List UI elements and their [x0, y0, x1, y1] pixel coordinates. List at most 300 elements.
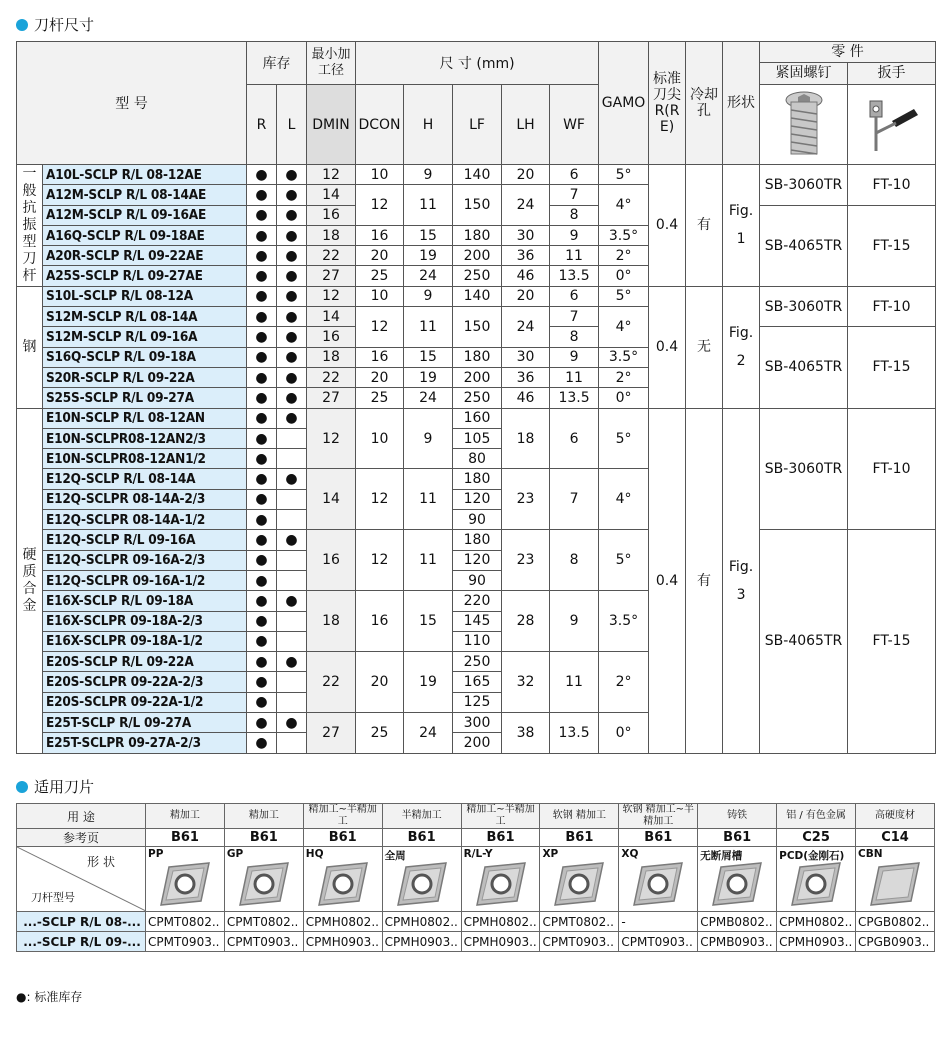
screw-cell: SB-3060TR	[760, 286, 848, 327]
wf-cell: 13.5	[550, 713, 599, 754]
screw-cell: SB-4065TR	[760, 327, 848, 408]
dcon-cell: 20	[356, 367, 404, 387]
wf-cell: 7	[550, 185, 599, 205]
shape-code: XQ	[621, 848, 639, 860]
header-nose-r: 标准刀尖R(RE)	[649, 42, 686, 165]
stock-l: ●	[277, 530, 307, 550]
use-label: 用 途	[17, 804, 146, 829]
dmin-cell: 27	[307, 266, 356, 286]
lf-cell: 145	[453, 611, 502, 631]
stock-l: ●	[277, 266, 307, 286]
stock-r: ●	[247, 713, 277, 733]
header-screw: 紧固螺钉	[760, 63, 848, 84]
lh-cell: 36	[502, 367, 550, 387]
wrench-cell: FT-15	[848, 327, 936, 408]
insert-code-08: CPMH0802..	[777, 912, 856, 932]
dmin-cell: 22	[307, 367, 356, 387]
gamo-cell: 0°	[599, 266, 649, 286]
wf-cell: 11	[550, 246, 599, 266]
stock-l	[277, 428, 307, 448]
stock-l: ●	[277, 347, 307, 367]
header-r: R	[247, 85, 277, 165]
gamo-cell: 4°	[599, 469, 649, 530]
dmin-cell: 27	[307, 713, 356, 754]
lf-cell: 250	[453, 652, 502, 672]
insert-table	[16, 803, 935, 952]
section-title-inserts	[16, 776, 94, 797]
gamo-cell: 2°	[599, 367, 649, 387]
dmin-cell: 16	[307, 327, 356, 347]
use-cell: 铸铁	[698, 804, 777, 829]
dmin-cell: 22	[307, 246, 356, 266]
stock-l: ●	[277, 225, 307, 245]
lf-cell: 180	[453, 225, 502, 245]
dcon-cell: 12	[356, 185, 404, 226]
lh-cell: 36	[502, 246, 550, 266]
fig-cell: Fig. 2	[723, 286, 760, 408]
lh-cell: 20	[502, 165, 550, 185]
model-cell: A10L-SCLP R/L 08-12AE	[43, 165, 247, 185]
stock-r: ●	[247, 449, 277, 469]
insert-code-08: CPGB0802..	[856, 912, 935, 932]
gamo-cell: 5°	[599, 408, 649, 469]
model-cell: E12Q-SCLPR 09-16A-1/2	[43, 570, 247, 590]
h-cell: 11	[404, 469, 453, 530]
insert-image-cell	[461, 847, 540, 912]
insert-shape-icon	[790, 861, 842, 907]
model-cell: S12M-SCLP R/L 09-16A	[43, 327, 247, 347]
shape-label: 形 状	[87, 855, 115, 869]
lh-cell: 24	[502, 307, 550, 348]
nose-r-cell: 0.4	[649, 165, 686, 287]
lf-cell: 180	[453, 530, 502, 550]
h-cell: 15	[404, 225, 453, 245]
lh-cell: 32	[502, 652, 550, 713]
wf-cell: 8	[550, 327, 599, 347]
section-title-text: 刀杆尺寸	[34, 16, 95, 34]
screw-cell: SB-3060TR	[760, 165, 848, 206]
stock-l	[277, 672, 307, 692]
lf-cell: 150	[453, 185, 502, 226]
page-cell: B61	[382, 829, 461, 847]
bullet-icon	[16, 781, 28, 793]
stock-l	[277, 570, 307, 590]
stock-r: ●	[247, 307, 277, 327]
insert-code-09: CPMH0903..	[461, 932, 540, 952]
shape-code: PCD(金刚石)	[779, 850, 845, 862]
model-cell: E25T-SCLPR 09-27A-2/3	[43, 733, 247, 753]
model-cell: S25S-SCLP R/L 09-27A	[43, 388, 247, 408]
wf-cell: 6	[550, 286, 599, 306]
insert-image-cell	[224, 847, 303, 912]
stock-l: ●	[277, 246, 307, 266]
coolant-cell: 有	[686, 408, 723, 753]
dmin-cell: 18	[307, 225, 356, 245]
stock-l: ●	[277, 165, 307, 185]
stock-r: ●	[247, 631, 277, 651]
stock-l	[277, 550, 307, 570]
stock-r: ●	[247, 570, 277, 590]
insert-shape-icon	[238, 861, 290, 907]
lf-cell: 105	[453, 428, 502, 448]
stock-l: ●	[277, 713, 307, 733]
header-shape: 形状	[723, 42, 760, 165]
insert-code-09: CPMT0903..	[619, 932, 698, 952]
wf-cell: 6	[550, 408, 599, 469]
insert-code-09: CPMH0903..	[382, 932, 461, 952]
lh-cell: 20	[502, 286, 550, 306]
insert-image-cell	[777, 847, 856, 912]
wrench-cell: FT-10	[848, 286, 936, 327]
stock-r: ●	[247, 286, 277, 306]
insert-shape-icon	[711, 861, 763, 907]
dcon-cell: 10	[356, 165, 404, 185]
insert-code-09: CPMB0903..	[698, 932, 777, 952]
model-cell: S12M-SCLP R/L 08-14A	[43, 307, 247, 327]
insert-code-09: CPGB0903..	[856, 932, 935, 952]
model-cell: S16Q-SCLP R/L 09-18A	[43, 347, 247, 367]
stock-r: ●	[247, 489, 277, 509]
stock-l: ●	[277, 591, 307, 611]
stock-r: ●	[247, 611, 277, 631]
section-title-text: 适用刀片	[34, 778, 95, 796]
stock-r: ●	[247, 692, 277, 712]
page-cell: C14	[856, 829, 935, 847]
stock-r: ●	[247, 388, 277, 408]
insert-shape-icon	[553, 861, 605, 907]
insert-image-cell	[856, 847, 935, 912]
lh-cell: 18	[502, 408, 550, 469]
dcon-cell: 10	[356, 286, 404, 306]
gamo-cell: 3.5°	[599, 225, 649, 245]
lh-cell: 24	[502, 185, 550, 226]
model-cell: A12M-SCLP R/L 08-14AE	[43, 185, 247, 205]
stock-r: ●	[247, 510, 277, 530]
shape-code: 无断屑槽	[700, 850, 743, 862]
h-cell: 11	[404, 530, 453, 591]
shape-code: CBN	[858, 848, 883, 860]
wf-cell: 6	[550, 165, 599, 185]
screw-cell: SB-4065TR	[760, 205, 848, 286]
header-gamo: GAMO	[599, 42, 649, 165]
stock-l	[277, 510, 307, 530]
gamo-cell: 2°	[599, 246, 649, 266]
wrench-cell: FT-15	[848, 530, 936, 753]
dmin-cell: 14	[307, 307, 356, 327]
header-parts-label: 零 件	[760, 42, 935, 63]
model-cell: E12Q-SCLP R/L 09-16A	[43, 530, 247, 550]
gamo-cell: 4°	[599, 307, 649, 348]
wf-cell: 11	[550, 652, 599, 713]
lh-cell: 46	[502, 266, 550, 286]
fig-cell: Fig. 1	[723, 165, 760, 287]
dcon-cell: 25	[356, 266, 404, 286]
lf-cell: 90	[453, 570, 502, 590]
insert-code-08: CPMH0802..	[303, 912, 382, 932]
lf-cell: 200	[453, 246, 502, 266]
wrench-icon	[862, 93, 922, 157]
gamo-cell: 3.5°	[599, 347, 649, 367]
stock-l: ●	[277, 367, 307, 387]
wf-cell: 9	[550, 225, 599, 245]
dcon-cell: 16	[356, 225, 404, 245]
gamo-cell: 4°	[599, 185, 649, 226]
model-cell: E20S-SCLPR 09-22A-2/3	[43, 672, 247, 692]
wf-cell: 9	[550, 347, 599, 367]
holder-row-08: ...-SCLP R/L 08-...	[17, 912, 146, 932]
header-coolant: 冷却孔	[686, 42, 723, 165]
header-dimensions: 尺 寸 (mm)	[356, 42, 599, 85]
group-label: 硬质合金	[17, 408, 43, 753]
lh-cell: 28	[502, 591, 550, 652]
header-h: H	[404, 85, 453, 165]
footnote: ●: 标准库存	[16, 990, 83, 1004]
dcon-cell: 20	[356, 652, 404, 713]
stock-r: ●	[247, 246, 277, 266]
stock-r: ●	[247, 733, 277, 753]
insert-shape-icon	[632, 861, 684, 907]
wf-cell: 13.5	[550, 388, 599, 408]
h-cell: 19	[404, 246, 453, 266]
stock-l: ●	[277, 286, 307, 306]
stock-l: ●	[277, 205, 307, 225]
gamo-cell: 5°	[599, 286, 649, 306]
header-min-bore: 最小加工径	[307, 42, 356, 85]
table-row	[17, 286, 936, 306]
insert-shape-icon	[317, 861, 369, 907]
section-title-holder-dimensions	[16, 14, 94, 35]
table-row	[17, 165, 936, 185]
model-cell: E12Q-SCLPR 08-14A-2/3	[43, 489, 247, 509]
stock-r: ●	[247, 408, 277, 428]
shape-code: PP	[148, 848, 164, 860]
stock-r: ●	[247, 428, 277, 448]
stock-r: ●	[247, 347, 277, 367]
screw-cell: SB-4065TR	[760, 530, 848, 753]
gamo-cell: 5°	[599, 530, 649, 591]
stock-r: ●	[247, 530, 277, 550]
dmin-cell: 14	[307, 185, 356, 205]
stock-r: ●	[247, 165, 277, 185]
lf-cell: 150	[453, 307, 502, 348]
model-cell: E10N-SCLPR08-12AN2/3	[43, 428, 247, 448]
stock-r: ●	[247, 225, 277, 245]
insert-shape-icon	[159, 861, 211, 907]
model-cell: E25T-SCLP R/L 09-27A	[43, 713, 247, 733]
h-cell: 15	[404, 347, 453, 367]
page-cell: C25	[777, 829, 856, 847]
h-cell: 24	[404, 266, 453, 286]
screw-image	[760, 85, 848, 165]
page-cell: B61	[461, 829, 540, 847]
lf-cell: 220	[453, 591, 502, 611]
insert-code-08: -	[619, 912, 698, 932]
nose-r-cell: 0.4	[649, 408, 686, 753]
insert-image-cell	[619, 847, 698, 912]
dcon-cell: 25	[356, 388, 404, 408]
model-cell: E10N-SCLPR08-12AN1/2	[43, 449, 247, 469]
page-cell: B61	[303, 829, 382, 847]
insert-code-08: CPMT0802..	[540, 912, 619, 932]
group-label: 钢	[17, 286, 43, 408]
model-cell: S10L-SCLP R/L 08-12A	[43, 286, 247, 306]
use-cell: 精加工	[224, 804, 303, 829]
dmin-cell: 18	[307, 347, 356, 367]
page-cell: B61	[224, 829, 303, 847]
shape-code: GP	[226, 848, 244, 860]
h-cell: 19	[404, 367, 453, 387]
dcon-cell: 16	[356, 591, 404, 652]
model-cell: E16X-SCLP R/L 09-18A	[43, 591, 247, 611]
stock-r: ●	[247, 550, 277, 570]
header-dmin: DMIN	[307, 85, 356, 165]
stock-r: ●	[247, 266, 277, 286]
model-cell: A12M-SCLP R/L 09-16AE	[43, 205, 247, 225]
h-cell: 9	[404, 286, 453, 306]
h-cell: 11	[404, 307, 453, 348]
lf-cell: 140	[453, 165, 502, 185]
screw-cell: SB-3060TR	[760, 408, 848, 530]
insert-shape-icon	[869, 861, 921, 907]
dcon-cell: 12	[356, 469, 404, 530]
stock-l	[277, 489, 307, 509]
header-parts	[760, 42, 936, 85]
stock-l: ●	[277, 327, 307, 347]
use-cell: 精加工~半精加工	[461, 804, 540, 829]
stock-l	[277, 733, 307, 753]
model-cell: E20S-SCLPR 09-22A-1/2	[43, 692, 247, 712]
dmin-cell: 16	[307, 530, 356, 591]
model-cell: E12Q-SCLPR 09-16A-2/3	[43, 550, 247, 570]
dmin-cell: 12	[307, 408, 356, 469]
lf-cell: 120	[453, 550, 502, 570]
insert-code-09: CPMT0903..	[540, 932, 619, 952]
use-cell: 铝 / 有色金属	[777, 804, 856, 829]
model-cell: E20S-SCLP R/L 09-22A	[43, 652, 247, 672]
gamo-cell: 0°	[599, 388, 649, 408]
lf-cell: 180	[453, 347, 502, 367]
stock-l: ●	[277, 652, 307, 672]
dmin-cell: 22	[307, 652, 356, 713]
use-cell: 高硬度材	[856, 804, 935, 829]
stock-l: ●	[277, 185, 307, 205]
model-cell: E10N-SCLP R/L 08-12AN	[43, 408, 247, 428]
lh-cell: 30	[502, 347, 550, 367]
lh-cell: 23	[502, 530, 550, 591]
shape-code: HQ	[305, 848, 324, 860]
stock-l	[277, 449, 307, 469]
model-cell: A16Q-SCLP R/L 09-18AE	[43, 225, 247, 245]
stock-l: ●	[277, 388, 307, 408]
stock-r: ●	[247, 205, 277, 225]
header-model: 型 号	[17, 42, 247, 165]
dmin-cell: 14	[307, 469, 356, 530]
insert-code-09: CPMT0903..	[224, 932, 303, 952]
page-cell: B61	[540, 829, 619, 847]
gamo-cell: 5°	[599, 165, 649, 185]
insert-code-08: CPMH0802..	[382, 912, 461, 932]
stock-r: ●	[247, 591, 277, 611]
dmin-cell: 12	[307, 286, 356, 306]
use-cell: 精加工	[146, 804, 225, 829]
h-cell: 15	[404, 591, 453, 652]
stock-r: ●	[247, 367, 277, 387]
header-lf: LF	[453, 85, 502, 165]
insert-shape-icon	[396, 861, 448, 907]
insert-image-cell	[146, 847, 225, 912]
holder-row-09: ...-SCLP R/L 09-...	[17, 932, 146, 952]
model-cell: E12Q-SCLPR 08-14A-1/2	[43, 510, 247, 530]
stock-r: ●	[247, 672, 277, 692]
dcon-cell: 25	[356, 713, 404, 754]
insert-shape-icon	[475, 861, 527, 907]
page-cell: B61	[619, 829, 698, 847]
lf-cell: 120	[453, 489, 502, 509]
lf-cell: 250	[453, 388, 502, 408]
header-dcon: DCON	[356, 85, 404, 165]
insert-code-08: CPMT0802..	[224, 912, 303, 932]
stock-l	[277, 692, 307, 712]
use-cell: 软钢 精加工~半精加工	[619, 804, 698, 829]
insert-code-09: CPMH0903..	[303, 932, 382, 952]
wrench-image	[848, 85, 936, 165]
use-cell: 精加工~半精加工	[303, 804, 382, 829]
dcon-cell: 12	[356, 530, 404, 591]
lf-cell: 300	[453, 713, 502, 733]
lf-cell: 165	[453, 672, 502, 692]
model-cell: E16X-SCLPR 09-18A-2/3	[43, 611, 247, 631]
header-stock: 库存	[247, 42, 307, 85]
dmin-cell: 18	[307, 591, 356, 652]
model-cell: A20R-SCLP R/L 09-22AE	[43, 246, 247, 266]
lf-cell: 250	[453, 266, 502, 286]
use-cell: 软钢 精加工	[540, 804, 619, 829]
header-l: L	[277, 85, 307, 165]
lh-cell: 30	[502, 225, 550, 245]
h-cell: 24	[404, 713, 453, 754]
model-cell: A25S-SCLP R/L 09-27AE	[43, 266, 247, 286]
dcon-cell: 16	[356, 347, 404, 367]
wf-cell: 13.5	[550, 266, 599, 286]
dmin-cell: 27	[307, 388, 356, 408]
wf-cell: 8	[550, 530, 599, 591]
dmin-cell: 12	[307, 165, 356, 185]
insert-image-cell	[698, 847, 777, 912]
wrench-cell: FT-10	[848, 165, 936, 206]
header-wf: WF	[550, 85, 599, 165]
lf-cell: 140	[453, 286, 502, 306]
insert-code-08: CPMT0802..	[146, 912, 225, 932]
insert-image-cell	[303, 847, 382, 912]
fig-cell: Fig. 3	[723, 408, 760, 753]
model-cell: S20R-SCLP R/L 09-22A	[43, 367, 247, 387]
dmin-cell: 16	[307, 205, 356, 225]
table-row	[17, 530, 936, 550]
lf-cell: 180	[453, 469, 502, 489]
h-cell: 11	[404, 185, 453, 226]
lf-cell: 80	[453, 449, 502, 469]
gamo-cell: 2°	[599, 652, 649, 713]
lh-cell: 38	[502, 713, 550, 754]
wf-cell: 11	[550, 367, 599, 387]
wf-cell: 9	[550, 591, 599, 652]
shape-holder-header	[17, 847, 146, 912]
dcon-cell: 10	[356, 408, 404, 469]
model-cell: E16X-SCLPR 09-18A-1/2	[43, 631, 247, 651]
h-cell: 9	[404, 165, 453, 185]
page-label: 参考页	[17, 829, 146, 847]
lf-cell: 110	[453, 631, 502, 651]
